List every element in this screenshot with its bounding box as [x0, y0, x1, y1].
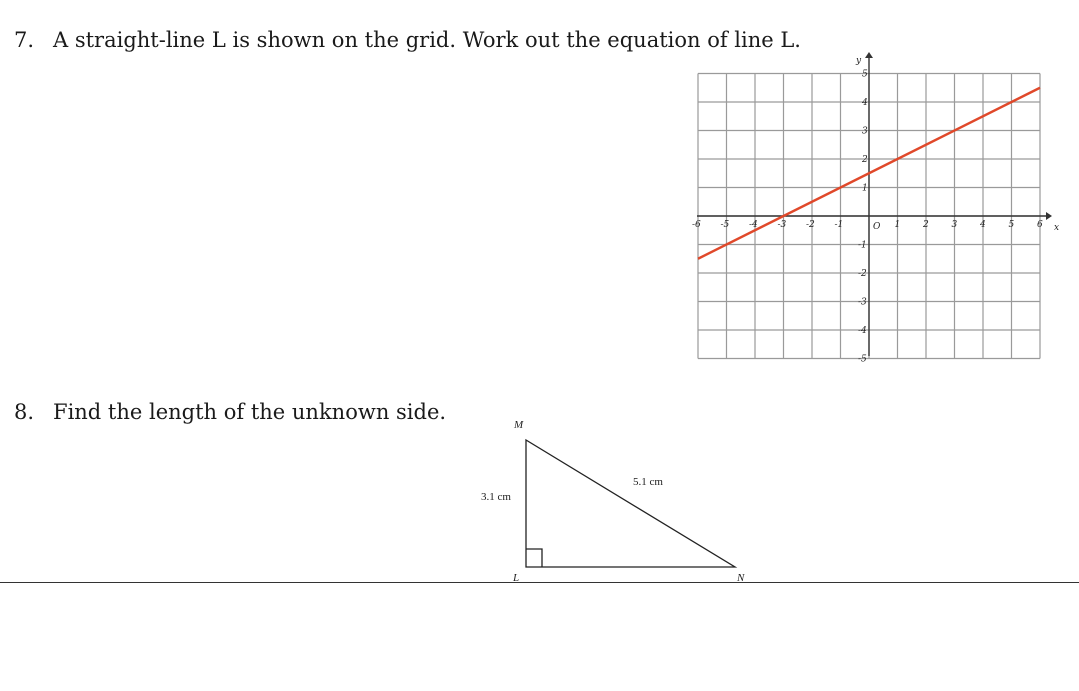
x-tick-label: 5: [1008, 220, 1015, 230]
x-tick-label: -6: [692, 220, 701, 230]
x-tick-label: -4: [749, 220, 758, 230]
x-tick-label: 6: [1037, 220, 1043, 230]
question-text: Find the length of the unknown side.: [53, 400, 447, 424]
side-ml-length: 3.1 cm: [481, 491, 511, 503]
origin-label: O: [873, 222, 881, 232]
y-tick-label: 1: [862, 183, 868, 194]
y-tick-label: 5: [862, 69, 868, 80]
y-tick-label: 4: [862, 98, 868, 108]
y-tick-labels: [858, 70, 868, 365]
x-tick-label: -5: [720, 220, 730, 230]
x-tick-labels: [692, 220, 1043, 230]
y-axis-arrow-icon: [865, 52, 873, 58]
triangle-lmn: [526, 440, 735, 567]
right-angle-marker: [526, 549, 542, 567]
x-tick-label: 4: [980, 220, 986, 230]
y-tick-label: -1: [858, 240, 867, 251]
y-tick-label: 3: [862, 126, 868, 137]
vertex-m-label: M: [514, 419, 524, 431]
y-tick-label: -2: [858, 269, 867, 279]
y-axis-label: y: [856, 56, 862, 66]
x-axis-label: x: [1054, 223, 1060, 233]
vertex-l-label: L: [513, 572, 520, 584]
x-tick-label: -2: [806, 220, 815, 230]
y-tick-label: -4: [858, 326, 867, 336]
question-text: A straight-line L is shown on the grid. Work out the equation of line L.: [53, 28, 801, 52]
y-tick-label: 2: [862, 155, 868, 165]
section-divider: [0, 582, 1079, 583]
y-tick-label: -3: [858, 297, 867, 308]
x-tick-label: -3: [777, 220, 787, 230]
coordinate-grid: [692, 52, 1059, 365]
right-triangle: [481, 419, 745, 584]
question-number: 7.: [14, 28, 35, 52]
x-tick-label: 2: [923, 220, 929, 230]
side-mn-length: 5.1 cm: [633, 476, 663, 488]
x-axis-arrow-icon: [1046, 212, 1052, 220]
x-tick-label: 3: [951, 220, 958, 230]
x-tick-label: 1: [894, 220, 901, 230]
question-number: 8.: [14, 400, 35, 424]
vertex-n-label: N: [737, 572, 745, 584]
x-tick-label: -1: [834, 220, 844, 230]
y-tick-label: -5: [858, 354, 867, 365]
